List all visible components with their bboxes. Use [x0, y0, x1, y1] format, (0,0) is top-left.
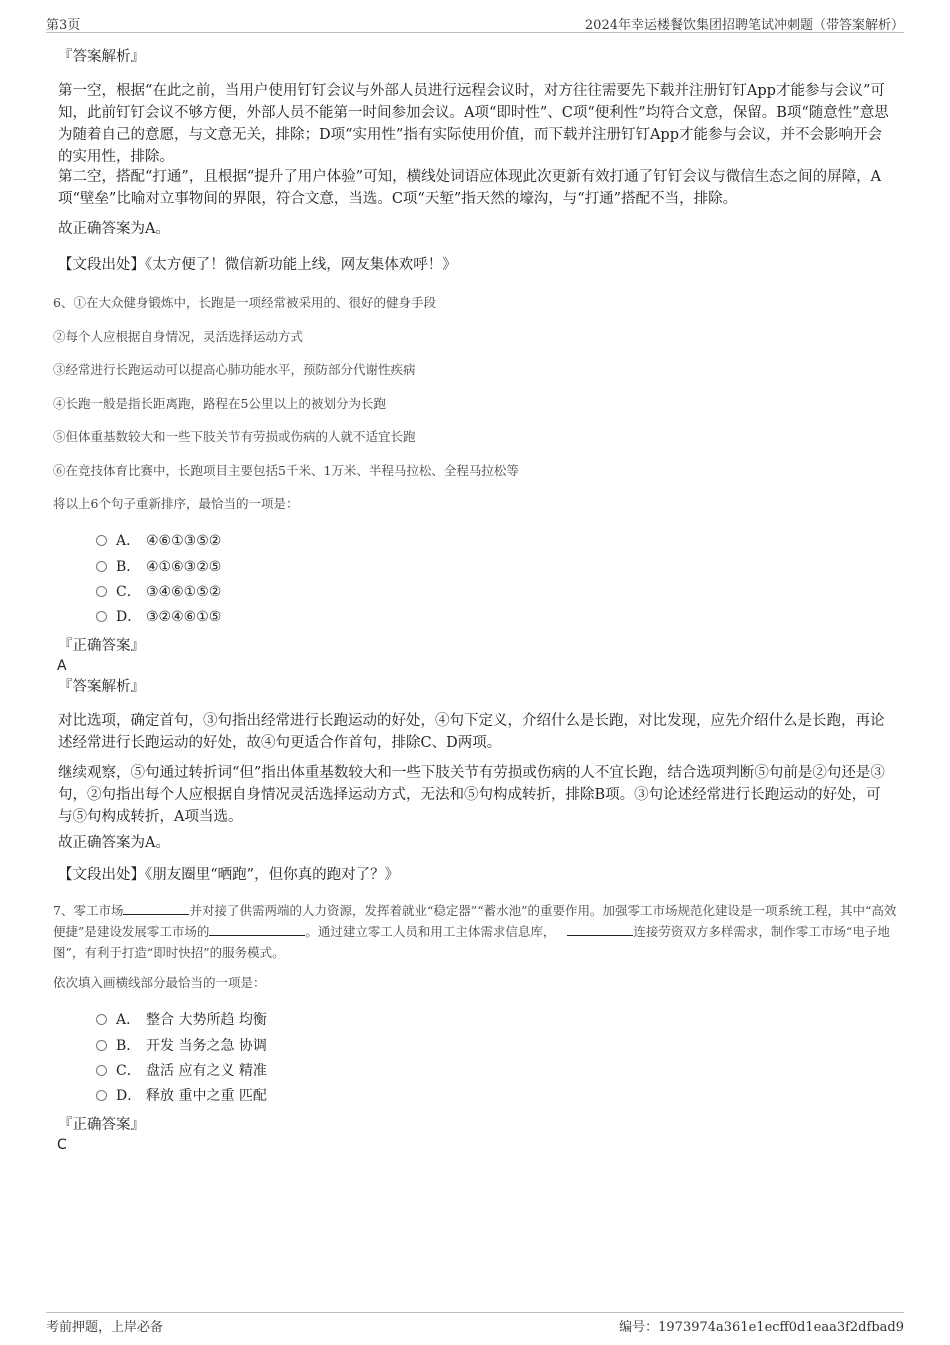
radio-icon[interactable] — [96, 1065, 107, 1076]
document-id: 编号：1973974a361e1ecff0d1eaa3f2dfbad9 — [619, 1320, 904, 1335]
q5-analysis-label: 『答案解析』 — [58, 49, 145, 65]
page-number: 第3页 — [46, 18, 81, 33]
q6-option-b[interactable]: B． ④①⑥③②⑤ — [96, 557, 221, 577]
q6-analysis-p1: 对比选项，确定首句，③句指出经常进行长跑运动的好处，④句下定义，介绍什么是长跑，对比发现，应先介绍什么是长跑，再论述经常进行长跑运动的好处，故④句更适合作首句，排除C、D两项。 — [58, 713, 885, 751]
q6-sentence-2: ②每个人应根据自身情况，灵活选择运动方式 — [53, 329, 304, 344]
blank-3[interactable] — [567, 923, 633, 936]
q6-answer-label: 『正确答案』 — [58, 638, 145, 654]
q6-answer: A — [57, 658, 67, 674]
q7-option-d[interactable]: D． 释放 重中之重 匹配 — [96, 1086, 267, 1106]
radio-icon[interactable] — [96, 586, 107, 597]
q6-option-a[interactable]: A． ④⑥①③⑤② — [96, 531, 221, 551]
radio-icon[interactable] — [96, 1090, 107, 1101]
radio-icon[interactable] — [96, 611, 107, 622]
radio-icon[interactable] — [96, 561, 107, 572]
q7-option-c[interactable]: C． 盘活 应有之义 精准 — [96, 1061, 267, 1081]
q6-analysis-p2: 继续观察，⑤句通过转折词“但”指出体重基数较大和一些下肢关节有劳损或伤病的人不宜长跑，结合选项判断⑤句前是②句还是③句，②句指出每个人应根据自身情况灵活选择运动方式，无法和⑤句构成转折，排除B项。③句论述经常进行长跑运动的好处，可与⑤句构成转折，A项当选。 — [58, 765, 885, 825]
q6-conclusion: 故正确答案为A。 — [58, 835, 170, 851]
q6-source: 【文段出处】《朋友圈里“晒跑”，但你真的跑对了？》 — [58, 867, 400, 883]
q7-option-a[interactable]: A． 整合 大势所趋 均衡 — [96, 1010, 267, 1030]
q7-stem: 7、零工市场 并对接了供需两端的人力资源，发挥着就业“稳定器”“蓄水池”的重要作用。加强零工市场规范化建设是一项系统工程，其中“高效便捷”是建设发展零工市场的 。通过建立零工人员和用工主体需求信息库， 连接劳资双方多样需求，制作零工市场“电子地图”，有利于打造“即时快招”的服务模式。 — [53, 903, 897, 960]
radio-icon[interactable] — [96, 535, 107, 546]
blank-1[interactable] — [123, 902, 189, 915]
radio-icon[interactable] — [96, 1040, 107, 1051]
q7-answer-label: 『正确答案』 — [58, 1117, 145, 1133]
q7-option-b[interactable]: B． 开发 当务之急 协调 — [96, 1036, 267, 1056]
q6-sentence-4: ④长跑一般是指长距离跑，路程在5公里以上的被划分为长跑 — [53, 396, 386, 411]
page-footer — [46, 1312, 904, 1335]
q5-analysis-p2: 第二空，搭配“打通”，且根据“提升了用户体验”可知，横线处词语应体现此次更新有效打通了钉钉会议与微信生态之间的屏障，A项“壁垒”比喻对立事物间的界限，符合文意，当选。C项“天堑”指天然的壕沟，与“打通”搭配不当，排除。 — [58, 169, 882, 207]
q6-option-d[interactable]: D． ③②④⑥①⑤ — [96, 607, 221, 627]
q6-analysis-label: 『答案解析』 — [58, 679, 145, 695]
q6-sentence-5: ⑤但体重基数较大和一些下肢关节有劳损或伤病的人就不适宜长跑 — [53, 429, 416, 444]
q7-prompt: 依次填入画横线部分最恰当的一项是： — [53, 975, 266, 990]
q6-stem: 6、①在大众健身锻炼中，长跑是一项经常被采用的、很好的健身手段 — [53, 295, 436, 310]
q5-source: 【文段出处】《太方便了！微信新功能上线，网友集体欢呼！》 — [58, 257, 457, 273]
q7-answer: C — [57, 1137, 67, 1153]
page-header — [46, 14, 904, 33]
document-title: 2024年幸运楼餐饮集团招聘笔试冲刺题（带答案解析） — [584, 18, 904, 33]
q6-sentence-3: ③经常进行长跑运动可以提高心肺功能水平，预防部分代谢性疾病 — [53, 362, 416, 377]
blank-2[interactable] — [209, 923, 305, 936]
footer-slogan: 考前押题，上岸必备 — [46, 1320, 164, 1335]
q5-conclusion: 故正确答案为A。 — [58, 221, 170, 237]
q6-prompt: 将以上6个句子重新排序，最恰当的一项是： — [53, 496, 299, 511]
radio-icon[interactable] — [96, 1014, 107, 1025]
q5-analysis-p1: 第一空，根据“在此之前，当用户使用钉钉会议与外部人员进行远程会议时，对方往往需要先下载并注册钉钉App才能参与会议”可知，此前钉钉会议不够方便，外部人员不能第一时间参加会议。A项“即时性”、C项“便利性”均符合文意，保留。B项“随意性”意思为随着自己的意愿，与文意无关，排除；D项“实用性”指有实际使用价值，而下载并注册钉钉App才能参与会议，并不会影响开会的实用性，排除。 — [58, 83, 889, 165]
q6-option-c[interactable]: C． ③④⑥①⑤② — [96, 582, 221, 602]
q6-sentence-6: ⑥在竞技体育比赛中，长跑项目主要包括5千米、1万米、半程马拉松、全程马拉松等 — [53, 463, 519, 478]
